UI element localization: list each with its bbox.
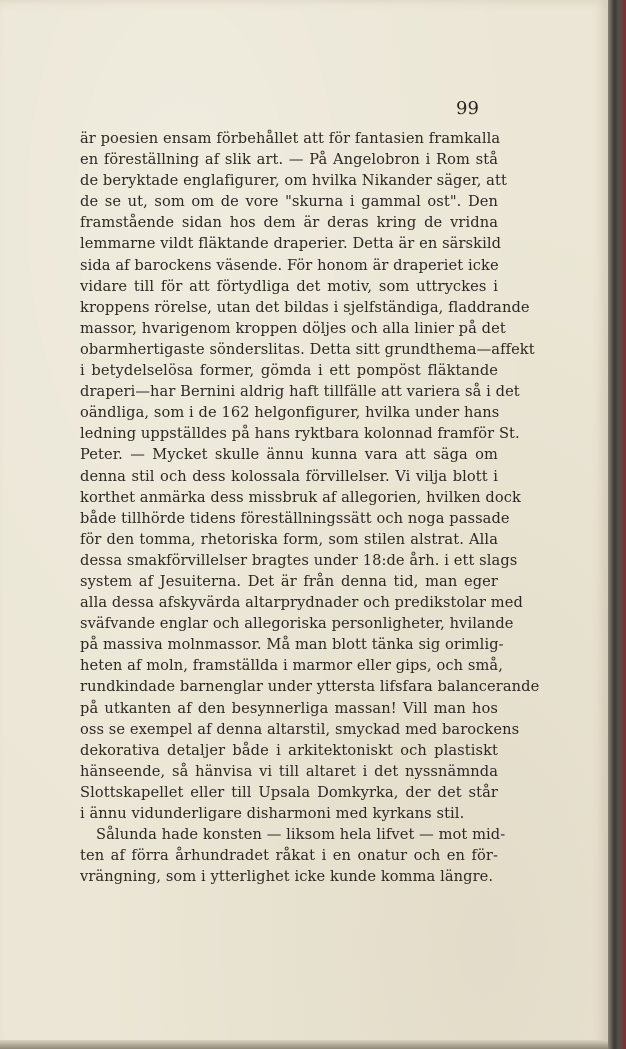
text-line: för den tomma, rhetoriska form, som stilen alstrat. Alla — [80, 530, 498, 548]
text-line: massor, hvarigenom kroppen döljes och alla linier på det — [80, 319, 506, 337]
text-line: sväfvande englar och allegoriska personligheter, hvilande — [80, 615, 514, 633]
text-line: vrängning, som i ytterlighet icke kunde komma längre. — [80, 868, 494, 886]
text-line: Slottskapellet eller till Upsala Domkyrka, der det står — [80, 783, 498, 801]
text-line: både tillhörde tidens föreställningssätt och noga passade — [80, 509, 510, 527]
text-line: de se ut, som om de vore "skurna i gammal ost". Den — [80, 193, 498, 211]
text-line: på utkanten af den besynnerliga massan! Vill man hos — [80, 699, 498, 717]
text-line: sida af barockens väsende. För honom är draperiet icke — [80, 256, 499, 274]
text-line: i betydelselösa former, gömda i ett pompöst fläktande — [80, 362, 498, 380]
text-line: draperi—har Bernini aldrig haft tillfälle att variera så i det — [80, 383, 520, 401]
text-line: hänseende, så hänvisa vi till altaret i det nyssnämnda — [80, 762, 498, 780]
text-line: dekorativa detaljer både i arkitektoniskt och plastiskt — [80, 741, 498, 759]
text-line: ten af förra århundradet råkat i en onatur och en för- — [80, 847, 498, 865]
body-text — [80, 128, 540, 887]
book-spine-edge — [608, 0, 626, 1049]
text-line: kroppens rörelse, utan det bildas i sjelfständiga, fladdrande — [80, 298, 530, 316]
text-line: på massiva molnmassor. Må man blott tänka sig orimlig- — [80, 636, 504, 654]
text-line: Peter. — Mycket skulle ännu kunna vara att säga om — [80, 446, 498, 464]
text-line: heten af moln, framställda i marmor eller gips, och små, — [80, 657, 503, 675]
page-bottom-edge — [0, 1040, 608, 1049]
page-number: 99 — [456, 98, 479, 119]
text-line: ledning uppställdes på hans ryktbara kolonnad framför St. — [80, 425, 520, 443]
text-line: vidare till för att förtydliga det motiv, som uttryckes i — [80, 277, 498, 295]
text-line: korthet anmärka dess missbruk af allegorien, hvilken dock — [80, 488, 521, 506]
text-line: Sålunda hade konsten — liksom hela lifvet — mot mid- — [96, 826, 506, 844]
text-line: alla dessa afskyvärda altarprydnader och predikstolar med — [80, 594, 523, 612]
text-line: är poesien ensam förbehållet att för fantasien framkalla — [80, 130, 501, 147]
text-line: i ännu vidunderligare disharmoni med kyrkans stil. — [80, 805, 465, 822]
text-line: de beryktade englafigurer, om hvilka Nikander säger, att — [80, 172, 507, 190]
text-line: framstående sidan hos dem är deras kring de vridna — [80, 214, 498, 232]
text-line: dessa smakförvillelser bragtes under 18:de årh. i ett slags — [80, 551, 518, 569]
text-line: oss se exempel af denna altarstil, smyckad med barockens — [80, 720, 520, 738]
text-line: denna stil och dess kolossala förvillelser. Vi vilja blott i — [80, 467, 498, 485]
text-line: lemmarne vildt fläktande draperier. Detta är en särskild — [80, 235, 502, 253]
text-line: system af Jesuiterna. Det är från denna tid, man eger — [80, 572, 498, 590]
text-line: rundkindade barnenglar under yttersta lifsfara balancerande — [80, 678, 540, 696]
text-line: en föreställning af slik art. — På Angelobron i Rom stå — [80, 151, 498, 169]
text-line: obarmhertigaste sönderslitas. Detta sitt grundthema—affekt — [80, 340, 535, 358]
text-line: oändliga, som i de 162 helgonfigurer, hvilka under hans — [80, 404, 500, 422]
